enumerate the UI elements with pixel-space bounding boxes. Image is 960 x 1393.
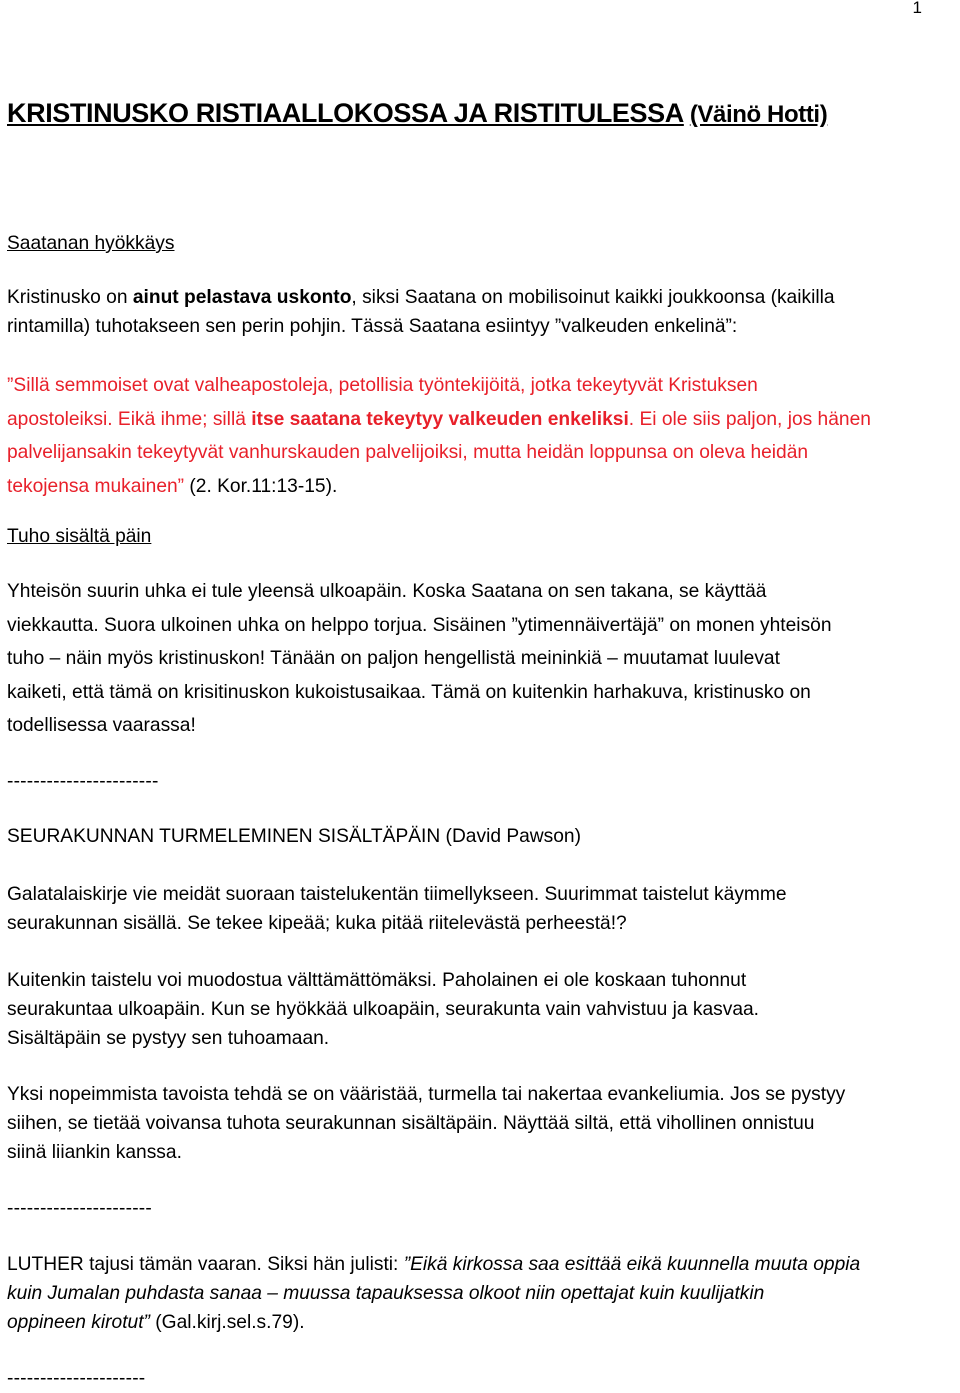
italic-quote-run: oppineen kirotut” bbox=[7, 1312, 150, 1333]
paragraph-intro bbox=[7, 283, 955, 341]
paragraph-line: rintamilla) tuhotakseen sen perin pohjin. Tässä Saatana esiintyy ”valkeuden enkelinä”: bbox=[7, 316, 738, 337]
paragraph-kuitenkin bbox=[7, 966, 955, 1053]
section-heading-text: Saatanan hyökkäys bbox=[7, 233, 175, 254]
paragraph-line: kaiketi, että tämä on krisitinuskon kukoistusaikaa. Tämä on kuitenkin harhakuva, kristinusko on bbox=[7, 681, 811, 703]
paragraph-line: Sisältäpäin se pystyy sen tuhoamaan. bbox=[7, 1028, 330, 1049]
paragraph-line: todellisessa vaarassa! bbox=[7, 715, 196, 736]
paragraph-line: Yksi nopeimmista tavoista tehdä se on vääristää, turmella tai nakertaa evankeliumia. Jos se pystyy bbox=[7, 1084, 846, 1105]
quote-line: palvelijansakin tekeytyvät vanhurskauden palvelijoiksi, mutta heidän loppunsa on oleva heidän bbox=[7, 442, 809, 463]
paragraph-line: seurakuntaa ulkoapäin. Kun se hyökkää ulkoapäin, seurakunta vain vahvistuu ja kasvaa. bbox=[7, 999, 759, 1020]
reference-text: (Gal.kirj.sel.s.79). bbox=[149, 1312, 305, 1333]
paragraph-line: Kuitenkin taistelu voi muodostua välttämättömäksi. Paholainen ei ole koskaan tuhonnut bbox=[7, 970, 747, 991]
paragraph-line bbox=[7, 1250, 955, 1279]
title-author: (Väinö Hotti) bbox=[689, 101, 828, 128]
paragraph-line: Yhteisön suurin uhka ei tule yleensä ulkoapäin. Koska Saatana on sen takana, se käyttää bbox=[7, 581, 767, 602]
paragraph-tuho bbox=[7, 575, 955, 743]
paragraph-luther bbox=[7, 1250, 955, 1337]
separator: --------------------- bbox=[7, 1368, 146, 1389]
text-run: , siksi Saatana on mobilisoinut kaikki joukkoonsa (kaikilla bbox=[351, 287, 835, 308]
document-title bbox=[7, 98, 957, 129]
paragraph-line: siihen, se tietää voivansa tuhota seurakunnan sisältäpäin. Näyttää siltä, että vihollinen onnistuu bbox=[7, 1113, 815, 1134]
paragraph-line: viekkautta. Suora ulkoinen uhka on helppo torjua. Sisäinen ”ytimennäivertäjä” on monen yhteisön bbox=[7, 614, 832, 636]
quote-line: ”Sillä semmoiset ovat valheapostoleja, petollisia työntekijöitä, jotka tekeytyvät Kristuksen bbox=[7, 375, 758, 396]
reference-text: (2. Kor.11:13-15). bbox=[184, 475, 338, 497]
paragraph-line: tuho – näin myös kristinuskon! Tänään on paljon hengellistä meininkiä – muutamat luulevat bbox=[7, 648, 780, 669]
quote-line bbox=[7, 470, 955, 504]
bible-quote bbox=[7, 369, 955, 503]
paragraph-line: siinä liiankin kanssa. bbox=[7, 1142, 182, 1163]
paragraph-line bbox=[7, 283, 955, 312]
section-heading-pawson: SEURAKUNNAN TURMELEMINEN SISÄLTÄPÄIN (David Pawson) bbox=[7, 826, 581, 847]
text-run: apostoleiksi. Eikä ihme; sillä bbox=[7, 408, 252, 430]
bold-text-run: itse saatana tekeytyy valkeuden enkeliksi bbox=[251, 408, 629, 430]
section-heading-tuho-sisalta-pain bbox=[7, 522, 955, 551]
paragraph-line: Galatalaiskirje vie meidät suoraan taistelukentän tiimellykseen. Suurimmat taistelut käymme bbox=[7, 884, 787, 905]
text-run: tekojensa mukainen” bbox=[7, 475, 185, 497]
paragraph-line bbox=[7, 1308, 955, 1337]
paragraph-galatalaiskirje bbox=[7, 880, 955, 938]
text-run: Kristinusko on bbox=[7, 287, 133, 308]
title-main: KRISTINUSKO RISTIAALLOKOSSA JA RISTITULESSA bbox=[7, 98, 684, 128]
italic-quote-run: ”Eikä kirkossa saa esittää eikä kuunnella muuta oppia bbox=[403, 1254, 861, 1275]
text-run: LUTHER tajusi tämän vaaran. Siksi hän julisti: bbox=[7, 1254, 404, 1275]
paragraph-yksi-nopeimmista bbox=[7, 1080, 955, 1167]
paragraph-line: seurakunnan sisällä. Se tekee kipeää; kuka pitää riitelevästä perheestä!? bbox=[7, 913, 627, 934]
text-run: . Ei ole siis paljon, jos hänen bbox=[628, 408, 871, 430]
separator: ---------------------- bbox=[7, 1198, 152, 1219]
paragraph-line: kuin Jumalan puhdasta sanaa – muussa tapauksessa olkoot niin opettajat kuin kuulijatkin bbox=[7, 1283, 765, 1304]
section-heading-text: Tuho sisältä päin bbox=[7, 526, 152, 547]
quote-line bbox=[7, 403, 955, 437]
section-heading-saatanan-hyokkays bbox=[7, 229, 955, 258]
bold-text-run: ainut pelastava uskonto bbox=[132, 287, 352, 308]
page-number: 1 bbox=[912, 0, 922, 17]
separator: ----------------------- bbox=[7, 771, 159, 792]
